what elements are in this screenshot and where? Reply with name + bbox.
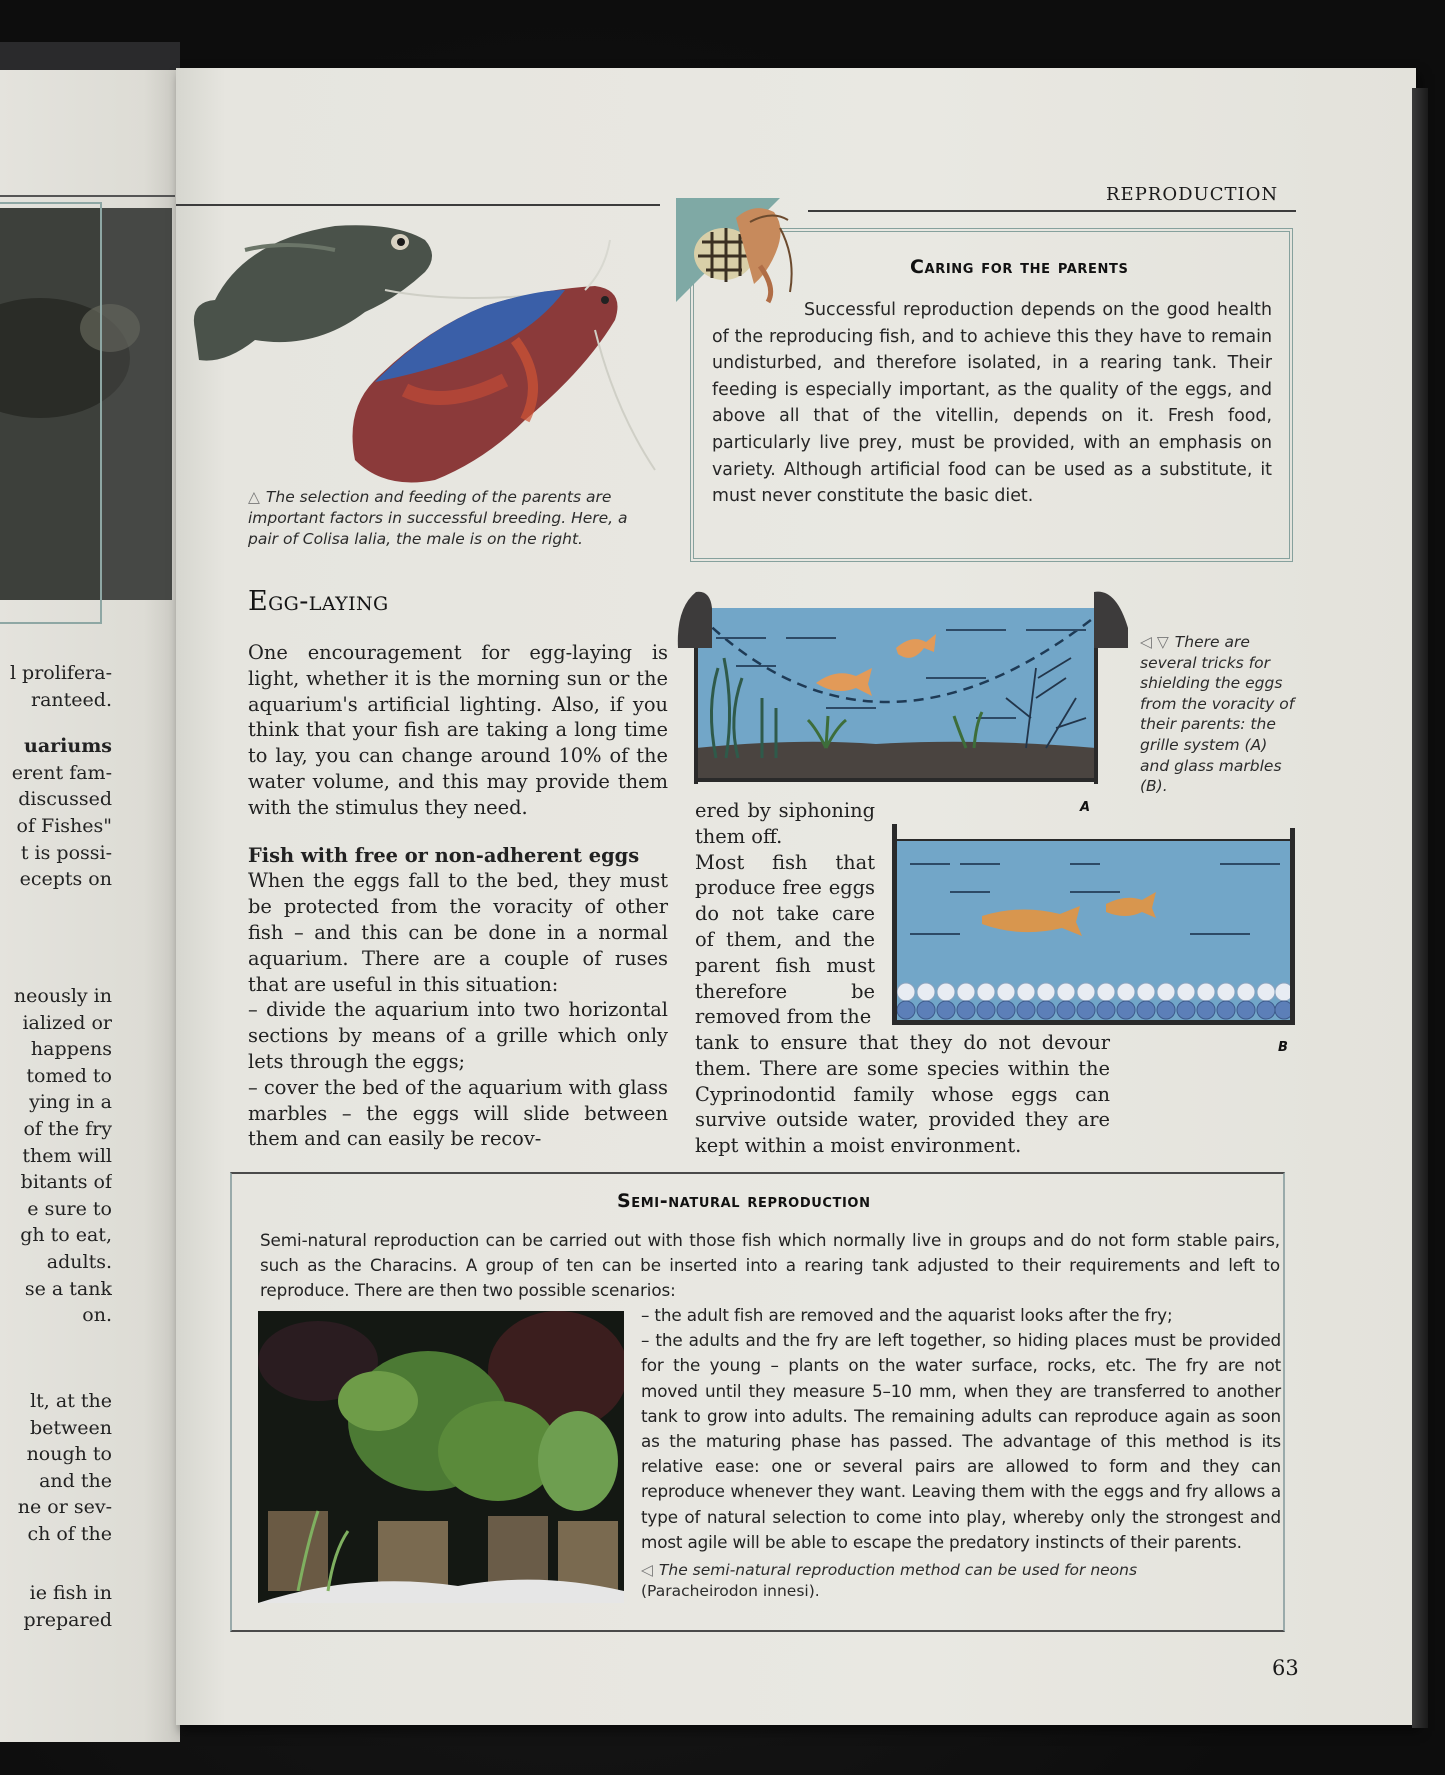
semi-natural-title: Semi-natural reproduction: [617, 1190, 871, 1212]
tank-b-label: B: [1278, 1040, 1288, 1055]
header-rule-right: [808, 210, 1296, 212]
fish-caption-text: The selection and feeding of the parents are important factors in successful breeding. Here, a pair of Colisa lalia, the male is on the right.: [248, 488, 628, 548]
caring-box-text: [712, 297, 1272, 510]
left-fragment: of the fry: [23, 1117, 112, 1140]
fish-figure-caption: [248, 487, 648, 550]
left-fragment: erent fam-: [11, 761, 112, 784]
left-fragment: them will: [22, 1144, 112, 1167]
left-fragment: ie fish in: [29, 1582, 112, 1604]
gourami-pair-illustration: [185, 210, 685, 490]
left-page-text-c: [0, 1388, 112, 1548]
left-fragment: ch of the: [27, 1522, 112, 1545]
free-eggs-subheading: Fish with free or non-adherent eggs: [248, 843, 640, 867]
egg-laying-intro: One encouragement for egg-laying is light, whether it is the morning sun or the aquarium's artificial lighting. Also, if you think that your fish are taking a long time to lay, you can change around 10% of the water volume, and this may provide them with the stimulus they need.: [248, 641, 668, 819]
tank-caption-text: There are several tricks for shielding the eggs from the voracity of their parents: the grille system (A) and glass marbles (B).: [1140, 633, 1295, 796]
left-fragment: nough to: [26, 1443, 112, 1466]
left-fragment: ying in a: [29, 1091, 112, 1114]
page-edge: [1412, 88, 1428, 1728]
left-fragment: bitants of: [20, 1171, 112, 1194]
spacer: [248, 821, 668, 843]
ruse-grille: – divide the aquarium into two horizontal sections by means of a grille which only lets through the eggs;: [248, 998, 668, 1073]
page-number: 63: [1272, 1656, 1299, 1680]
ruse-marbles: – cover the bed of the aquarium with glass marbles – the eggs will slide between them and can easily be recov-: [248, 1075, 668, 1151]
tank-figure-caption: [1140, 632, 1300, 797]
left-fragment: e sure to: [27, 1197, 112, 1220]
hermit-crab-illustration: [676, 198, 806, 310]
left-fragment: adults.: [46, 1250, 112, 1273]
caption-up-triangle-icon: △: [248, 488, 260, 506]
caring-box-title: Caring for the parents: [910, 256, 1129, 278]
left-fragment: tomed to: [26, 1064, 112, 1087]
header-rule-left: [176, 204, 660, 206]
semi-caption-species: (Paracheirodon innesi).: [641, 1582, 820, 1600]
semi-natural-scenarios: [641, 1303, 1281, 1555]
left-fragment: lt, at the: [30, 1390, 112, 1412]
left-fragment: se a tank: [24, 1277, 112, 1300]
running-head: REPRODUCTION: [1106, 184, 1279, 205]
left-fragment: prepared: [23, 1608, 112, 1631]
planted-aquarium-photo: [258, 1311, 624, 1603]
left-fragment: happens: [30, 1038, 112, 1061]
col2-free-eggs-text: Most fish that produce free eggs do not take care of them, and the parent fish must therefore be removed from the: [695, 850, 875, 1029]
left-fragment: neously in: [13, 985, 112, 1007]
left-fragment: l prolifera-: [9, 662, 112, 684]
left-fragment: t is possi-: [20, 841, 112, 864]
caring-text-body: Successful reproduction depends on the good health of the reproducing fish, and to achieve this they have to remain undisturbed, and therefore isolated, in a rearing tank. Their feeding is especially important, as the quality of the eggs, and above all that of the vitellin, depends on it. Fresh food, particularly live prey, must be provided, with an emphasis on variety. Although artificial food can be used as a substitute, it must never constitute the basic diet.: [712, 300, 1272, 507]
semi-natural-intro: Semi-natural reproduction can be carried out with those fish which normally live in groups and do not form stable pairs, such as the Characins. A group of ten can be inserted into a rearing tank adjusted to their requirements and left to reproduce. There are then two possible scenarios:: [260, 1230, 1280, 1301]
left-fragment: discussed: [18, 788, 112, 811]
spacer: [0, 713, 112, 733]
left-page-text-b: [0, 983, 112, 1329]
tank-grille-diagram: [676, 588, 1130, 796]
left-subheading-fragment: uariums: [24, 735, 112, 758]
left-fragment: on.: [82, 1304, 112, 1327]
col2-cyprinodontid-text: tank to ensure that they do not devour them. There are some species within the Cyprinodontid family whose eggs can survive outside water, provided they are kept within a moist environment.: [695, 1031, 1110, 1158]
left-page-photo-frame: [0, 202, 102, 624]
left-page-text-a: [0, 660, 112, 893]
egg-laying-column-1: [248, 640, 668, 1152]
col2-siphon-text: ered by siphoning them off.: [695, 799, 875, 848]
left-fragment: of Fishes": [16, 814, 112, 837]
left-page-text-d: [0, 1580, 112, 1633]
semi-caption-text: The semi-natural reproduction method can be used for neons: [658, 1561, 1138, 1579]
caption-left-triangle-icon: ◁: [641, 1561, 653, 1579]
left-fragment: and the: [39, 1469, 112, 1492]
left-fragment: between: [29, 1416, 112, 1439]
left-fragment: ialized or: [22, 1011, 112, 1034]
egg-laying-heading: Egg-laying: [248, 586, 389, 617]
semi-natural-caption: [641, 1560, 1281, 1602]
free-eggs-body: When the eggs fall to the bed, they must be protected from the voracity of other fish – and this can be done in a normal aquarium. There are a couple of ruses that are useful in this situation:: [248, 869, 668, 996]
tank-a-label: A: [1080, 800, 1091, 815]
caption-left-down-triangles-icon: ◁ ▽: [1140, 633, 1169, 651]
left-fragment: ranteed.: [31, 688, 112, 711]
scenario-adults-and-fry-together: – the adults and the fry are left together, so hiding places must be provided for the young – plants on the water surface, rocks, etc. The fry are not moved until they measure 5–10 mm, when they are transferred to another tank to grow into adults. The remaining adults can reproduce again as soon as the maturing phase has passed. The advantage of this method is its relative ease: one or several pairs are allowed to form and they can reproduce whenever they want. Leaving them with the eggs and fry allows a type of natural selection to come into play, whereby only the strongest and most agile will be able to escape the predatory instincts of their parents.: [641, 1330, 1281, 1552]
egg-laying-column-2a: [695, 798, 875, 1030]
left-fragment: gh to eat,: [20, 1224, 112, 1247]
left-fragment: ne or sev-: [17, 1496, 112, 1519]
scenario-adults-removed: – the adult fish are removed and the aquarist looks after the fry;: [641, 1305, 1173, 1325]
egg-laying-column-2b: [695, 1030, 1110, 1159]
left-page-rule: [0, 195, 175, 197]
tank-marbles-diagram: [890, 824, 1296, 1028]
left-fragment: ecepts on: [19, 868, 112, 891]
